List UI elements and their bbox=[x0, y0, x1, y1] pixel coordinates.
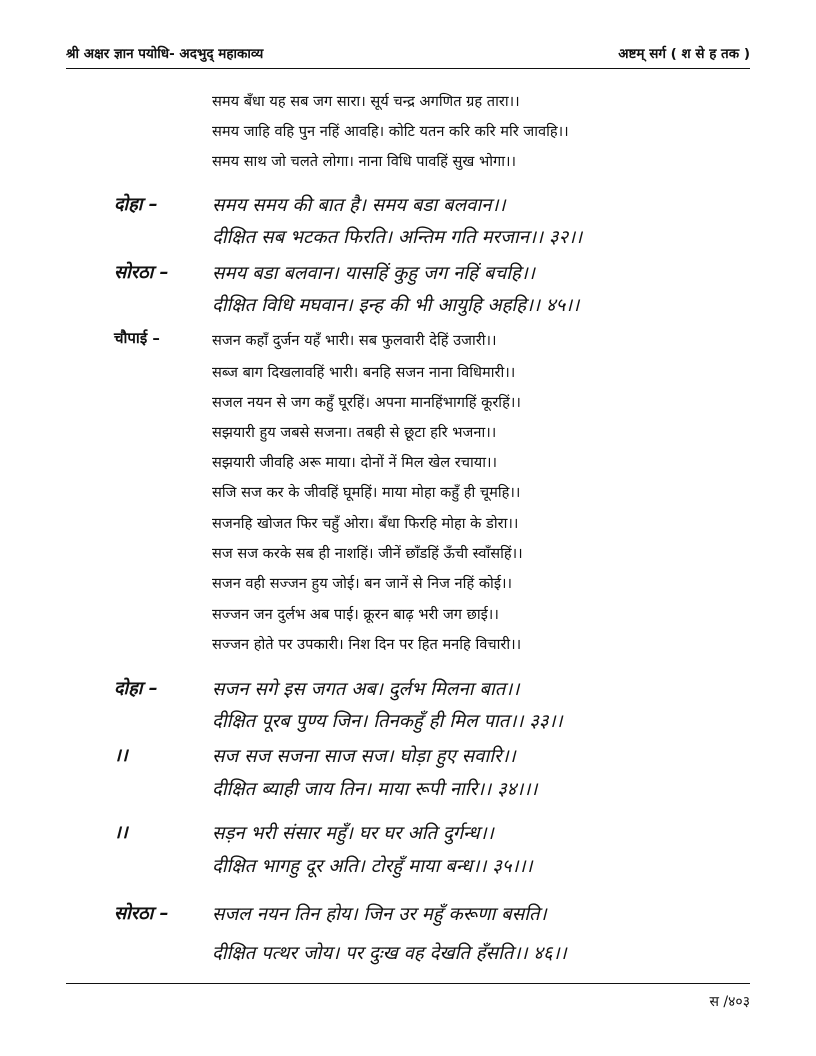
chaupai-line: सजनहि खोजत फिर चहुँ ओरा। बँधा फिरहि मोहा के डोरा।। bbox=[212, 515, 519, 532]
chaupai-line: सजन कहाँ दुर्जन यहँ भारी। सब फुलवारी देहिं उजारी।। bbox=[212, 332, 497, 349]
page-number: स /४०३ bbox=[709, 994, 750, 1010]
chaupai-line: सजन वही सज्जन हुय जोई। बन जानें से निज नहिं कोई।। bbox=[212, 575, 513, 592]
doha-label: दोहा – bbox=[114, 194, 158, 215]
header-book-title: श्री अक्षर ज्ञान पयोधि- अदभुद् महाकाव्य bbox=[66, 46, 264, 62]
doha-line: सज सज सजना साज सज। घोड़ा हुए सवारि।। bbox=[212, 746, 516, 767]
doha-line: सजन सगे इस जगत अब। दुर्लभ मिलना बात।। bbox=[212, 679, 520, 700]
doha-label: दोहा – bbox=[114, 678, 158, 699]
chaupai-line: सब्ज बाग दिखलावहिं भारी। बनहि सजन नाना विधिमारी।। bbox=[212, 364, 516, 381]
soratha-label: सोरठा – bbox=[114, 262, 169, 283]
verse-line: समय साथ जो चलते लोगा। नाना विधि पावहिं सुख भोगा।। bbox=[212, 153, 517, 170]
doha-label: ।। bbox=[114, 745, 128, 766]
doha-label: ।। bbox=[114, 822, 128, 843]
page-header bbox=[66, 44, 750, 66]
soratha-label: सोरठा – bbox=[114, 903, 169, 924]
doha-line: सड़न भरी संसार महुँ। घर घर अति दुर्गन्ध।। bbox=[212, 823, 494, 844]
header-chapter-title: अष्टम् सर्ग ( श से ह तक ) bbox=[618, 46, 750, 62]
chaupai-line: सज्जन होते पर उपकारी। निश दिन पर हित मनहि विचारी।। bbox=[212, 636, 522, 653]
doha-line: दीक्षित भागहु दूर अति। टोरहुँ माया बन्ध।। ३५।।। bbox=[212, 856, 533, 877]
chaupai-line: सज सज करके सब ही नाशहिं। जीनें छाँडहिं ऊँची स्वाँसहिं।। bbox=[212, 545, 523, 562]
chaupai-line: सज्जन जन दुर्लभ अब पाई। क्रूरन बाढ़ भरी जग छाई।। bbox=[212, 606, 499, 623]
header-rule bbox=[66, 68, 750, 69]
soratha-line: सजल नयन तिन होय। जिन उर महुँ करूणा बसति। bbox=[212, 904, 547, 925]
doha-line: दीक्षित पूरब पुण्य जिन। तिनकहुँ ही मिल पात।। ३३।। bbox=[212, 711, 563, 732]
footer-rule bbox=[66, 983, 750, 984]
chaupai-line: सझयारी जीवहि अरू माया। दोनों नें मिल खेल रचाया।। bbox=[212, 454, 498, 471]
doha-line: समय समय की बात है। समय बडा बलवान।। bbox=[212, 195, 506, 216]
chaupai-line: सझयारी हुय जबसे सजना। तबही से छूटा हरि भजना।। bbox=[212, 424, 497, 441]
soratha-line: समय बडा बलवान। यासहिं कुहु जग नहिं बचहि।। bbox=[212, 263, 535, 284]
chaupai-label: चौपाई – bbox=[114, 329, 160, 347]
chaupai-line: सजल नयन से जग कहुँ घूरहिं। अपना मानहिंभागहिं कूरहिं।। bbox=[212, 394, 521, 411]
chaupai-line: सजि सज कर के जीवहिं घूमहिं। माया मोहा कहुँ ही चूमहि।। bbox=[212, 484, 521, 501]
soratha-line: दीक्षित पत्थर जोय। पर दुःख वह देखति हँसति।। ४६।। bbox=[212, 943, 567, 964]
soratha-line: दीक्षित विधि मघवान। इन्ह की भी आयुहि अहहि।। ४५।। bbox=[212, 295, 580, 316]
verse-line: समय जाहि वहि पुन नहिं आवहि। कोटि यतन करि करि मरि जावहि।। bbox=[212, 123, 569, 140]
doha-line: दीक्षित ब्याही जाय तिन। माया रूपी नारि।। ३४।।। bbox=[212, 779, 538, 800]
verse-line: समय बँधा यह सब जग सारा। सूर्य चन्द्र अगणित ग्रह तारा।। bbox=[212, 93, 520, 110]
doha-line: दीक्षित सब भटकत फिरति। अन्तिम गति मरजान।। ३२।। bbox=[212, 227, 583, 248]
